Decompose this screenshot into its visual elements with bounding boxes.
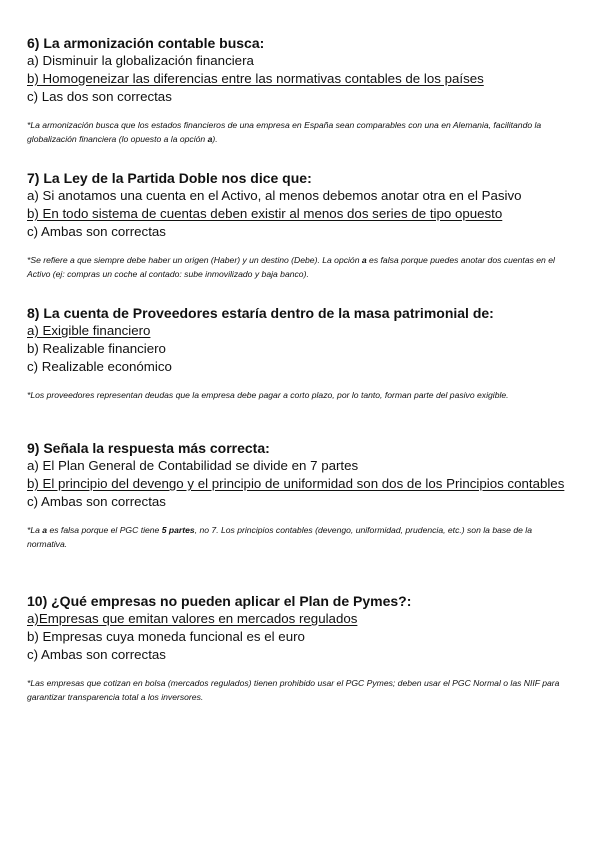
option-a: a) El Plan General de Contabilidad se divide en 7 partes: [27, 458, 359, 473]
question-title: 8) La cuenta de Proveedores estaría dentro de la masa patrimonial de:: [27, 305, 494, 321]
option-a-correct: a) Exigible financiero: [27, 323, 151, 338]
question-7: [27, 169, 572, 281]
explanation-note: *La armonización busca que los estados financieros de una empresa en España sean comparables con una en Alemania, facilitando la globalización financiera (lo opuesto a la opción a).: [27, 120, 542, 144]
question-8: [27, 304, 572, 403]
option-a: a) Disminuir la globalización financiera: [27, 53, 254, 68]
question-title: 10) ¿Qué empresas no pueden aplicar el Plan de Pymes?:: [27, 593, 412, 609]
option-b: b) Realizable financiero: [27, 341, 166, 356]
option-c: c) Realizable económico: [27, 359, 172, 374]
question-title: 9) Señala la respuesta más correcta:: [27, 440, 270, 456]
question-9: [27, 439, 572, 551]
explanation-note: *Las empresas que cotizan en bolsa (mercados regulados) tienen prohibido usar el PGC Pymes; deben usar el PGC Normal o las NIIF para garantizar transparencia total a los inversores.: [27, 678, 560, 702]
question-10: [27, 592, 572, 704]
option-c: c) Las dos son correctas: [27, 89, 172, 104]
option-a: a) Si anotamos una cuenta en el Activo, al menos debemos anotar otra en el Pasivo: [27, 188, 522, 203]
option-c: c) Ambas son correctas: [27, 494, 166, 509]
option-b-correct: b) Homogeneizar las diferencias entre las normativas contables de los países: [27, 71, 484, 86]
option-b-correct: b) En todo sistema de cuentas deben existir al menos dos series de tipo opuesto: [27, 206, 503, 221]
question-title: 7) La Ley de la Partida Doble nos dice que:: [27, 170, 312, 186]
explanation-note: *Se refiere a que siempre debe haber un origen (Haber) y un destino (Debe). La opción a es falsa porque puedes anotar dos cuentas en el Activo (ej: compras un coche al contado: sube inmovilizado y baja banco).: [27, 255, 555, 279]
explanation-note: *La a es falsa porque el PGC tiene 5 partes, no 7. Los principios contables (devengo, uniformidad, prudencia, etc.) son la base de la normativa.: [27, 525, 532, 549]
option-c: c) Ambas son correctas: [27, 647, 166, 662]
option-b: b) Empresas cuya moneda funcional es el euro: [27, 629, 305, 644]
option-c: c) Ambas son correctas: [27, 224, 166, 239]
explanation-note: *Los proveedores representan deudas que la empresa debe pagar a corto plazo, por lo tanto, forman parte del pasivo exigible.: [27, 390, 509, 400]
question-title: 6) La armonización contable busca:: [27, 35, 265, 51]
option-a-correct: a)Empresas que emitan valores en mercados regulados: [27, 611, 358, 626]
option-b-correct: b) El principio del devengo y el principio de uniformidad son dos de los Principios contables: [27, 476, 565, 491]
question-6: [27, 34, 572, 146]
